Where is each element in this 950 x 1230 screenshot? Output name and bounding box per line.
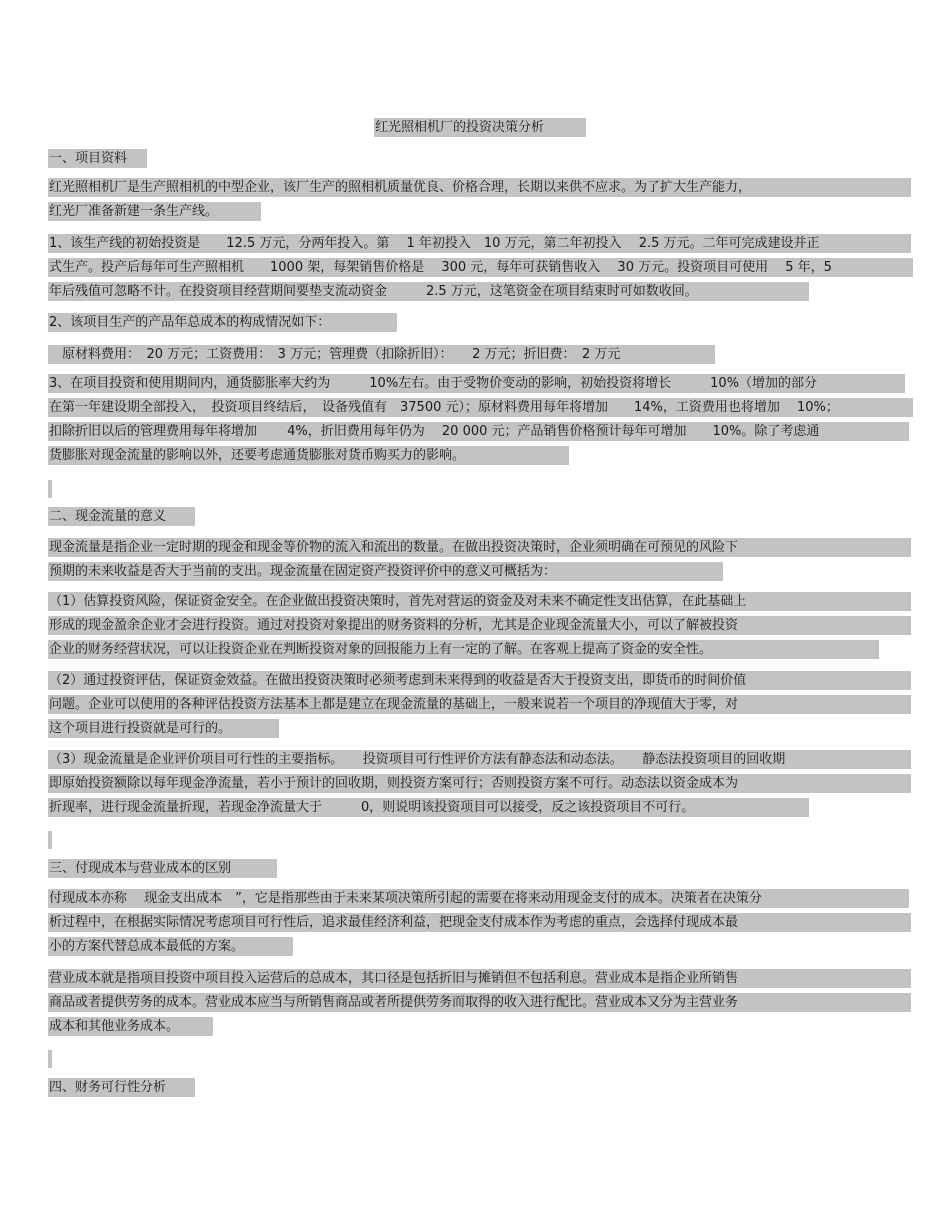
section-3-heading: 三、付现成本与营业成本的区别 [48,859,277,878]
s2-p1-line-1: （1）估算投资风险，保证资金安全。在企业做出投资决策时，首先对营运的资金及对未来不确定性支出估算，在此基础上 [48,592,911,611]
s2-p1-line-2: 形成的现金盈余企业才会进行投资。通过对投资对象提出的财务资料的分析，尤其是企业现金流量大小，可以了解被投资 [48,616,911,635]
s1-p3-line-1: 3、在项目投资和使用期间内，通货膨胀率大约为 10%左右。由于受物价变动的影响，初始投资将增长 10%（增加的部分 [48,374,905,393]
s1-cost-breakdown: 原材料费用： 20 万元；工资费用： 3 万元；管理费（扣除折旧）： 2 万元；折旧费： 2 万元 [48,345,715,364]
s2-p2-line-1: （2）通过投资评估，保证资金效益。在做出投资决策时必须考虑到未来得到的收益是否大于投资支出，即货币的时间价值 [48,671,911,690]
s1-intro-line-2: 红光厂准备新建一条生产线。 [48,202,261,221]
s3-p1-line-1: 付现成本亦称 现金支出成本 ”，它是指那些由于未来某项决策所引起的需要在将来动用现金支付的成本。决策者在决策分 [48,889,909,908]
paragraph-marker [48,480,52,498]
paragraph-marker [48,1050,52,1068]
s2-p1-line-3: 企业的财务经营状况，可以让投资企业在判断投资对象的回报能力上有一定的了解。在客观上提高了资金的安全性。 [48,640,879,659]
s3-p2-line-1: 营业成本就是指项目投资中项目投入运营后的总成本，其口径是包括折旧与摊销但不包括利息。营业成本是指企业所销售 [48,969,911,988]
document-title: 红光照相机厂的投资决策分析 [374,118,586,137]
section-2-heading: 二、现金流量的意义 [48,507,195,526]
s2-intro-line-1: 现金流量是指企业一定时期的现金和现金等价物的流入和流出的数量。在做出投资决策时，企业须明确在可预见的风险下 [48,538,911,557]
s2-intro-line-2: 预期的未来收益是否大于当前的支出。现金流量在固定资产投资评价中的意义可概括为： [48,562,723,581]
s2-p3-line-2: 即原始投资额除以每年现金净流量，若小于预计的回收期，则投资方案可行；否则投资方案不可行。动态法以资金成本为 [48,774,911,793]
s3-p2-line-2: 商品或者提供劳务的成本。营业成本应当与所销售商品或者所提供劳务而取得的收入进行配比。营业成本又分为主营业务 [48,993,911,1012]
paragraph-marker [48,831,52,849]
s2-p2-line-3: 这个项目进行投资就是可行的。 [48,719,279,738]
s1-intro-line-1: 红光照相机厂是生产照相机的中型企业，该厂生产的照相机质量优良、价格合理，长期以来供不应求。为了扩大生产能力， [48,178,911,197]
s1-p2-line-1: 2、该项目生产的产品年总成本的构成情况如下： [48,313,397,332]
s1-p3-line-4: 货膨胀对现金流量的影响以外，还要考虑通货膨胀对货币购买力的影响。 [48,446,569,465]
s2-p3-line-3: 折现率，进行现金流量折现，若现金净流量大于 0，则说明该投资项目可以接受，反之该投资项目不可行。 [48,798,809,817]
s1-p1-line-3: 年后残值可忽略不计。在投资项目经营期间要垫支流动资金 2.5 万元，这笔资金在项目结束时可如数收回。 [48,282,809,301]
s2-p3-line-1: （3）现金流量是企业评价项目可行性的主要指标。 投资项目可行性评价方法有静态法和动态法。 静态法投资项目的回收期 [48,750,911,769]
s1-p3-line-3: 扣除折旧以后的管理费用每年将增加 4%，折旧费用每年仍为 20 000 元；产品销售价格预计每年可增加 10%。除了考虑通 [48,422,909,441]
s3-p1-line-2: 析过程中，在根据实际情况考虑项目可行性后，追求最佳经济利益，把现金支付成本作为考虑的重点，会选择付现成本最 [48,913,911,932]
s1-p3-line-2: 在第一年建设期全部投入， 投资项目终结后， 设备残值有 37500 元）；原材料费用每年将增加 14%，工资费用也将增加 10%； [48,398,913,417]
section-4-heading: 四、财务可行性分析 [48,1078,195,1097]
s1-p1-line-1: 1、该生产线的初始投资是 12.5 万元，分两年投入。第 1 年初投入 10 万元，第二年初投入 2.5 万元。二年可完成建设并正 [48,234,911,253]
s2-p2-line-2: 问题。企业可以使用的各种评估投资方法基本上都是建立在现金流量的基础上，一般来说若一个项目的净现值大于零，对 [48,695,911,714]
section-1-heading: 一、项目资料 [48,149,147,168]
s3-p1-line-3: 小的方案代替总成本最低的方案。 [48,937,293,956]
s3-p2-line-3: 成本和其他业务成本。 [48,1017,213,1036]
s1-p1-line-2: 式生产。投产后每年可生产照相机 1000 架，每架销售价格是 300 元，每年可获销售收入 30 万元。投资项目可使用 5 年，5 [48,258,913,277]
